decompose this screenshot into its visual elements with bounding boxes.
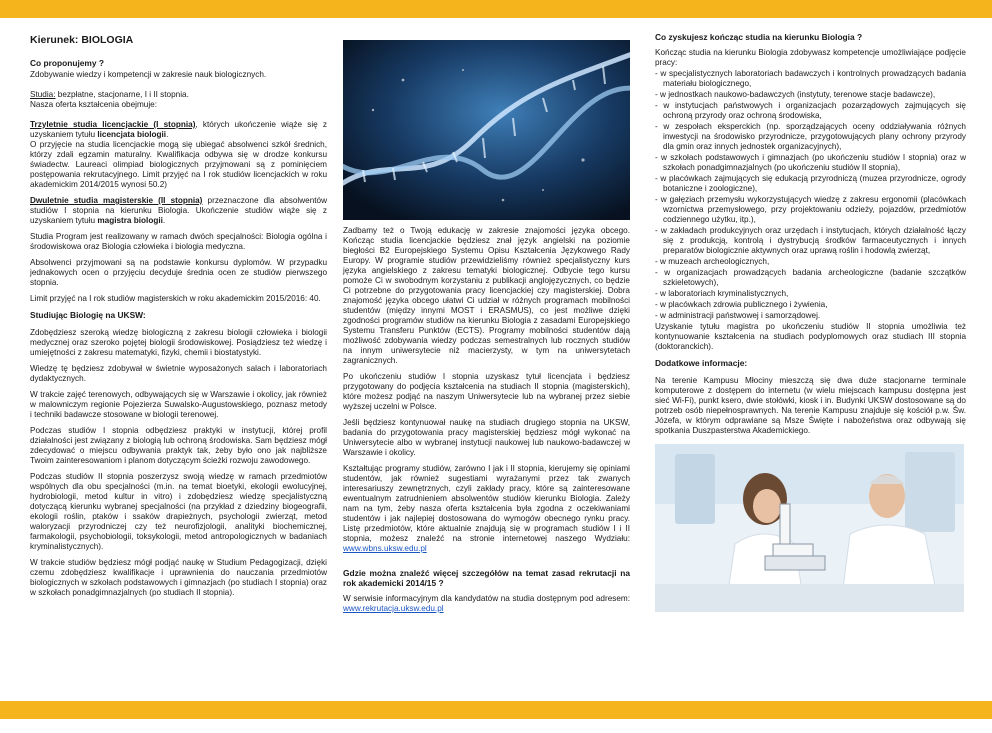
recruitment-link[interactable]: www.rekrutacja.uksw.edu.pl — [343, 604, 444, 613]
uksw-heading: Studiując Biologię na UKSW: — [30, 310, 146, 320]
studia-label: Studia: — [30, 90, 56, 99]
programs-paragraph — [343, 464, 630, 554]
language-paragraph: Zadbamy też o Twoją edukację w zakresie znajomości języka obcego. Kończąc studia licencjackie będziesz znał język angielski na poziomie biegłości B2 Europejskiego Systemu Opisu Kształcenia Językowego Rady Europy. W programie studiów przewidzieliśmy również specjalistyczny kurs języka angielskiego z zakresu tematyki biologicznej. Odbycie tego kursu pomoże Ci w swobodnym korzystaniu z publikacji anglojęzycznych, co będzie Ci potrzebne do przygotowania pracy licencjackiej czy magisterskiej. Dobra znajomość języka obcego ułatwi Ci udział w różnych programach mobilności studentów (między innymi MOST i ERASMUS), co jest możliwe dzięki zgodności programów studiów na kierunku Biologia z zasadami Europejskiego Systemu Transferu Punktów (ECTS). Programy mobilności studentów dają możliwość zdobywania wiedzy podczas semestralnych lub rocznych studiów na innym uniwersytecie niż macierzysty, w tym na uniwersytetach zagranicznych. — [343, 226, 630, 365]
recruitment-heading: Gdzie można znaleźć więcej szczegółów na temat zasad rekrutacji na rok akademicki 2014/15 ? — [343, 568, 630, 588]
column-left — [30, 32, 327, 604]
column-middle — [343, 32, 630, 620]
list-item: - w specjalistycznych laboratoriach badawczych i kontrolnych prowadzących badania materiału biologicznego, — [655, 69, 966, 88]
master-text: przeznaczone dla absolwentów studiów I stopnia na kierunku Biologia. Ukończenie studiów wiąże się z uzyskaniem tytułu — [30, 196, 327, 225]
bottom-accent-bar — [0, 701, 992, 719]
list-item: - w muzeach archeologicznych, — [655, 257, 770, 266]
bachelor-paragraph — [30, 120, 327, 190]
list-item: - w placówkach zajmujących się edukacją przyrodniczą (muzea przyrodnicze, ogrody botaniczne i zoologiczne), — [655, 174, 966, 193]
faculty-website-link[interactable]: www.wbns.uksw.edu.pl — [343, 544, 427, 553]
column-right — [655, 32, 966, 612]
recruitment-paragraph — [343, 594, 630, 614]
list-item: - w placówkach zdrowia publicznego i żywienia, — [655, 300, 828, 309]
list-item: - w jednostkach naukowo-badawczych (instytuty, terenowe stacje badawcze), — [655, 90, 936, 99]
uksw-paragraph-2: Wiedzę tę będziesz zdobywał w świetnie wyposażonych salach i laboratoriach dydaktycznych. — [30, 364, 327, 383]
master-paragraph — [30, 196, 327, 226]
master-label: Dwuletnie studia magisterskie (II stopnia) — [30, 196, 203, 205]
studia-text: bezpłatne, stacjonarne, I i II stopnia. — [55, 90, 189, 99]
bachelor-admission: O przyjęcie na studia licencjackie mogą się ubiegać absolwenci szkół średnich, którzy zdali egzamin maturalny. Kwalifikacja odbywa się w drodze konkursu świadectw. Laureaci olimpiad biologicznych przyjmowani są z pominięciem postępowania rekrutacyjnego. Limit przyjęć na I rok studiów licencjackich w roku akademickim 2014/2015 wynosi 50.2) — [30, 140, 327, 189]
uksw-paragraph-6: W trakcie studiów będziesz mógł podjąć naukę w Studium Pedagogizacji, dzięki czemu zdobędziesz kwalifikacje i uprawnienia do nauczania przedmiotów biologicznych w szkołach podstawowych i gimnazjach (po studiach I stopnia) oraz w szkołach ponadgimnazjalnych (po studiach II stopnia). — [30, 558, 327, 597]
list-item: - w zakładach produkcyjnych oraz urzędach i instytucjach, których działalność łączy się z produkcją, kontrolą i dystrybucją środków farmaceutycznych i innych preparatów biologicznie aktywnych oraz uprawą roślin i hodowlą zwierząt, — [655, 226, 966, 255]
bachelor-end: . — [166, 130, 169, 139]
campus-paragraph: Na terenie Kampusu Młociny mieszczą się dwa duże stacjonarne terminale komputerowe z dostępem do internetu (w wielu miejscach kampusu dostępna jest sieć Wi-Fi), punkt ksero, dwie stołówki, kiosk i in. Budynki UKSW dostosowane są do potrzeb osób niepełnosprawnych. Na terenie Kampusu znajduje się kościół p.w. Św. Józefa, w którym odprawiane są Msze Święte i nabożeństwa oraz odbywają się spotkania Duszpasterstwa Akademickiego. — [655, 376, 966, 435]
offer-heading: Co proponujemy ? — [30, 58, 104, 68]
studia-line — [30, 90, 327, 100]
uksw-paragraph-1: Zdobędziesz szeroką wiedzę biologiczną z zakresu biologii człowieka i biologii medycznej oraz szeroko pojętej biologii środowiskowej. Posiądziesz też wiedzę i umiejętności z zakresu matematyki, fizyki, chemii i biostatystyki. — [30, 328, 327, 357]
uksw-paragraph-4: Podczas studiów I stopnia odbędziesz praktyki w instytucji, której profil działalności jest związany z biologią lub ochroną środowiska. Sam będziesz mógł zdecydować o miejscu odbywania praktyk tak, żeby było ono jak najbliższe Twoim zainteresowaniom i planom dotyczącym ścieżki rozwoju zawodowego. — [30, 426, 327, 465]
offer-intro: Nasza oferta kształcenia obejmuje: — [30, 100, 157, 109]
list-item: - w szkołach podstawowych i gimnazjach (po ukończeniu studiów I stopnia) oraz w szkołach ponadgimnazjalnych (po ukończeniu studiów II stopnia), — [655, 153, 966, 172]
master-research-paragraph: Jeśli będziesz kontynuował naukę na studiach drugiego stopnia na UKSW, badania do przygotowania pracy magisterskiej będziesz mógł wykonać na Uniwersytecie albo w wybranej instytucji naukowej lub naukowo-badawczej w Warszawie i okolicy. — [343, 418, 630, 457]
list-item: - w zespołach eksperckich (np. sporządzających oceny oddziaływania różnych inwestycji na środowisko przyrodnicze, przygotowujących plany ochrony przyrody dla gmin oraz innych jednostek organizacyjnych), — [655, 122, 966, 151]
master-title: magistra biologii — [97, 216, 163, 225]
top-accent-bar — [0, 0, 992, 18]
master-end: . — [162, 216, 166, 225]
bachelor-label: Trzyletnie studia licencjackie (I stopnia) — [30, 120, 196, 129]
benefits-heading: Co zyskujesz kończąc studia na kierunku Biologia ? — [655, 32, 863, 42]
specializations-paragraph: Studia Program jest realizowany w ramach dwóch specjalności: Biologia ogólna i środowiskowa oraz Biologia człowieka i biologia medyczna. — [30, 232, 327, 251]
career-list — [655, 69, 966, 321]
bachelor-title: licencjata biologii — [97, 130, 167, 139]
offer-text: Zdobywanie wiedzy i kompetencji w zakresie nauk biologicznych. — [30, 70, 267, 79]
limit-paragraph: Limit przyjęć na I rok studiów magisterskich w roku akademickim 2015/2016: 40. — [30, 294, 321, 303]
dna-helix-image — [343, 40, 630, 220]
additional-info-heading: Dodatkowe informacje: — [655, 358, 748, 368]
bachelor-text: , których ukończenie wiąże się z uzyskaniem tytułu — [30, 120, 328, 139]
laboratory-microscope-image — [655, 444, 964, 612]
uksw-paragraph-3: W trakcie zajęć terenowych, odbywających się w Warszawie i okolicy, jak również w malowniczym regionie Pojezierza Suwalsko-Augustowskiego, poznasz metody i techniki badawcze stosowane w biologii terenowej. — [30, 390, 327, 419]
list-item: - w gałęziach przemysłu wykorzystujących wiedzę z zakresu ergonomii (placówkach wzornictwa przemysłowego, przy projektowaniu odzieży, pojazdów, przedmiotów codziennego użytku, itp.), — [655, 195, 966, 224]
benefits-intro: Kończąc studia na kierunku Biologia zdobywasz kompetencje umożliwiające podjęcie pracy: — [655, 48, 966, 67]
page-title: Kierunek: BIOLOGIA — [30, 34, 134, 46]
programs-text: Kształtując programy studiów, zarówno I jak i II stopnia, kierujemy się opiniami studentów, jak również sugestiami wyrażanymi przez tak zwanych interesariuszy zewnętrznych, czyli zakłady pracy, które są zainteresowane ewentualnym zatrudnieniem absolwentów studiów kierunku Biologia. Zależy nam na tym, żeby nasza oferta kształcenia była zgodna z oczekiwaniami studentów i jak najlepiej dostosowana do wymogów obecnego rynku pracy. Listę przedmiotów, które aktualnie znajdują się w programach studiów I i II stopnia, możesz znaleźć na stronie internetowej naszego Wydziału: — [343, 464, 630, 543]
list-item: - w organizacjach prowadzących badania archeologiczne (badanie szczątków szkieletowych), — [655, 268, 966, 287]
uksw-paragraph-5: Podczas studiów II stopnia poszerzysz swoją wiedzę w ramach przedmiotów wspólnych dla obu specjalności (m.in. na temat bioetyki, ekologii ewolucyjnej, hydrobiologii, metod kultur in vitro) i zdobędziesz wiedzę specjalistyczną dotyczącą kierunku wybranej specjalności (na przykład z dziedziny biogeografii, ekologii roślin, ptaków i ssaków drapieżnych, psychologii zwierząt, metod waloryzacji przyrodniczej czy też neurofizjologii, analityki biochemicznej, farmakologii, psychobiologii, toksykologii, metod antropologicznych w badaniach kryminalistycznych). — [30, 472, 327, 551]
after-bachelor-paragraph: Po ukończeniu studiów I stopnia uzyskasz tytuł licencjata i będziesz przygotowany do podjęcia kształcenia na studiach II stopnia (magisterskich), które możesz podjąć na naszym Uniwersytecie lub na wybranej przez siebie wyższej uczelni w Polsce. — [343, 372, 630, 411]
doctoral-paragraph: Uzyskanie tytułu magistra po ukończeniu studiów II stopnia umożliwia też kontynuowanie kształcenia na studiach podyplomowych oraz studiach III stopnia (doktoranckich). — [655, 322, 966, 351]
graduates-paragraph: Absolwenci przyjmowani są na podstawie konkursu dyplomów. W przypadku jednakowych ocen o przyjęciu decyduje średnia ocen ze studiów pierwszego stopnia. — [30, 258, 327, 287]
recruitment-text: W serwisie informacyjnym dla kandydatów na studia dostępnym pod adresem: — [343, 594, 630, 603]
list-item: - w laboratoriach kryminalistycznych, — [655, 289, 789, 298]
list-item: - w instytucjach państwowych i organizacjach pozarządowych zajmujących się ochroną przyrody oraz ochroną środowiska, — [655, 101, 966, 120]
list-item: - w administracji państwowej i samorządowej. — [655, 311, 821, 320]
